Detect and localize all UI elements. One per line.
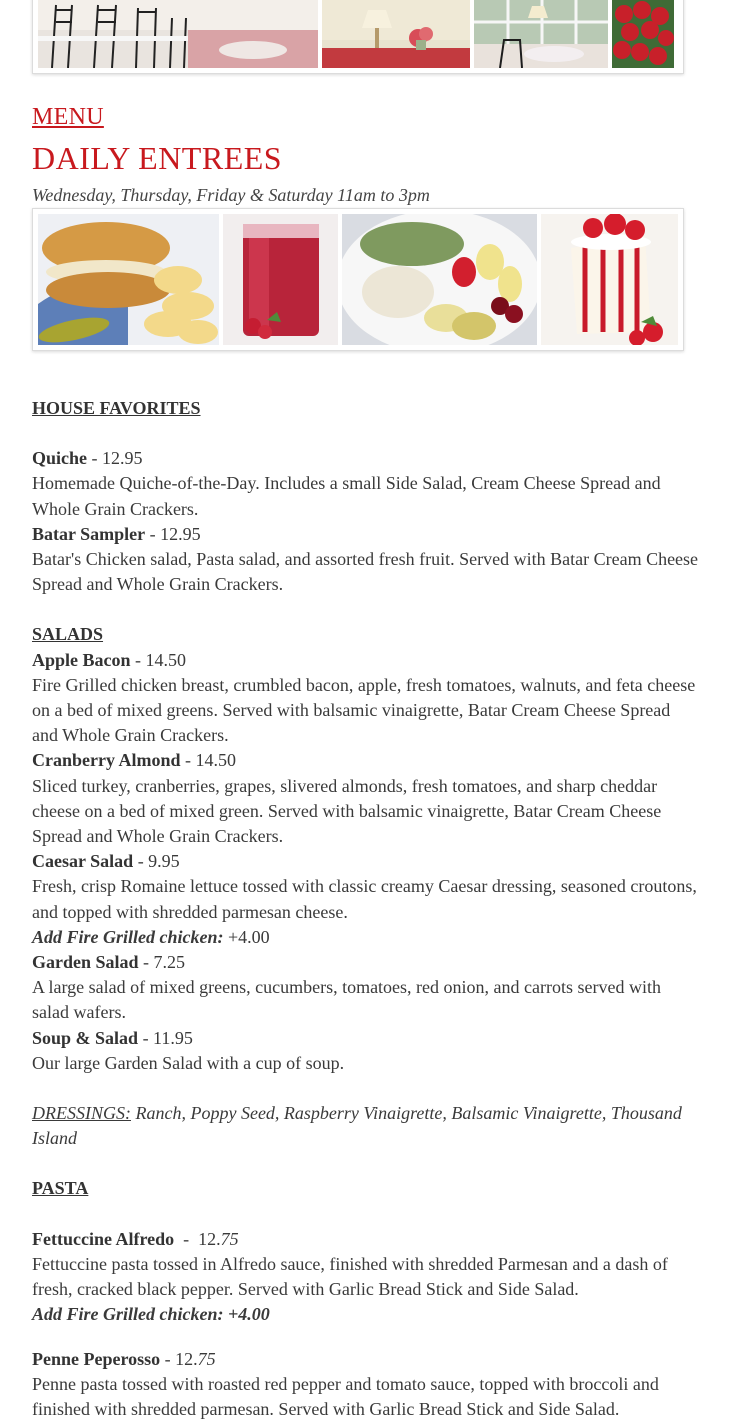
menu-item-price-cents: 75 [197,1348,216,1369]
roses-photo [612,0,674,68]
menu-item-price: - 12.95 [145,523,201,544]
dining-photo-strip [32,0,684,74]
menu-item-description: Penne pasta tossed with roasted red pepper and tomato sauce, topped with broccoli and finished with shredded parmesan. Served with Garlic Bread Stick and Side Salad. [32,1373,659,1419]
section-heading-house-favorites: HOUSE FAVORITES [32,398,201,418]
menu-content [32,396,700,1422]
menu-item-price: - 12. [160,1348,198,1369]
menu-item-name: Penne Peperosso [32,1348,161,1369]
menu-item [32,950,700,975]
croissant-sandwich-photo [38,214,219,345]
dressings-label: DRESSINGS: [32,1103,131,1124]
menu-item [32,748,700,773]
menu-item [32,1347,700,1372]
addon-line [32,925,700,950]
menu-item-price: - 12.95 [87,448,143,469]
section-heading-pasta: PASTA [32,1178,89,1199]
sampler-plate-photo [342,214,537,345]
dining-room-photo [38,0,318,68]
menu-item-description: Homemade Quiche-of-the-Day. Includes a small Side Salad, Cream Cheese Spread and Whole Grain Crackers. [32,473,661,519]
menu-item-price: - 7.25 [138,952,186,973]
raspberry-drink-photo [223,214,338,345]
page-title: DAILY ENTREES [32,140,283,176]
menu-item-price: - 9.95 [133,851,180,872]
menu-item-name: Quiche [32,448,88,469]
menu-item-price: - 14.50 [130,649,187,670]
window-table-photo [474,0,608,68]
menu-item-name: Fettuccine Alfredo [32,1228,175,1249]
addon-price: +4.00 [223,926,270,947]
menu-item-name: Cranberry Almond [32,750,181,771]
dressings-line [32,1101,700,1151]
strawberry-cake-photo [541,214,678,345]
menu-item [32,1026,700,1051]
menu-item-description: A large salad of mixed greens, cucumbers, tomatoes, red onion, and carrots served with salad wafers. [32,977,661,1023]
menu-link[interactable]: MENU [32,104,104,130]
menu-item [32,522,700,547]
menu-item-price: - 14.50 [180,750,236,771]
menu-item-description: Fresh, crisp Romaine lettuce tossed with classic creamy Caesar dressing, seasoned croutons, and topped with shredded parmesan cheese. [32,876,697,922]
menu-item-description: Fire Grilled chicken breast, crumbled bacon, apple, fresh tomatoes, walnuts, and feta cheese on a bed of mixed greens. Served with balsamic vinaigrette, Batar Cream Cheese Spread and Whole Grain Crackers. [32,674,696,746]
menu-item-name: Caesar Salad [32,851,134,872]
table-lamp-photo [322,0,470,68]
menu-item [32,648,700,673]
addon-label: Add Fire Grilled chicken: [32,926,224,947]
section-heading-salads: SALADS [32,624,104,645]
menu-item-name: Garden Salad [32,952,139,973]
menu-item [32,446,700,471]
food-photo-strip [32,208,684,351]
dressings-list: Ranch, Poppy Seed, Raspberry Vinaigrette, Balsamic Vinaigrette, Thousand Island [32,1103,682,1149]
menu-item-description: Sliced turkey, cranberries, grapes, slivered almonds, fresh tomatoes, and sharp cheddar cheese on a bed of mixed green. Served with balsamic vinaigrette, Batar Cream Cheese Spread and Whole Grain Crackers. [32,775,662,847]
serving-schedule: Wednesday, Thursday, Friday & Saturday 11am to 3pm [32,185,430,205]
menu-item-price: - 12. [174,1228,221,1249]
menu-item-description: Batar's Chicken salad, Pasta salad, and assorted fresh fruit. Served with Batar Cream Cheese Spread and Whole Grain Crackers. [32,549,699,595]
menu-item [32,1227,700,1252]
menu-item-name: Apple Bacon [32,649,131,670]
menu-item-price: - 11.95 [138,1027,193,1048]
menu-item-description: Fettuccine pasta tossed in Alfredo sauce, finished with shredded Parmesan and a dash of fresh, cracked black pepper. Served with Garlic Bread Stick and Side Salad. [32,1253,668,1300]
menu-item-name: Batar Sampler [32,523,146,544]
menu-item-description: Our large Garden Salad with a cup of soup. [32,1052,345,1073]
addon-line: Add Fire Grilled chicken: +4.00 [32,1304,270,1325]
menu-item-price-cents: 75 [220,1228,239,1249]
menu-item-name: Soup & Salad [32,1027,139,1048]
menu-item [32,849,700,874]
